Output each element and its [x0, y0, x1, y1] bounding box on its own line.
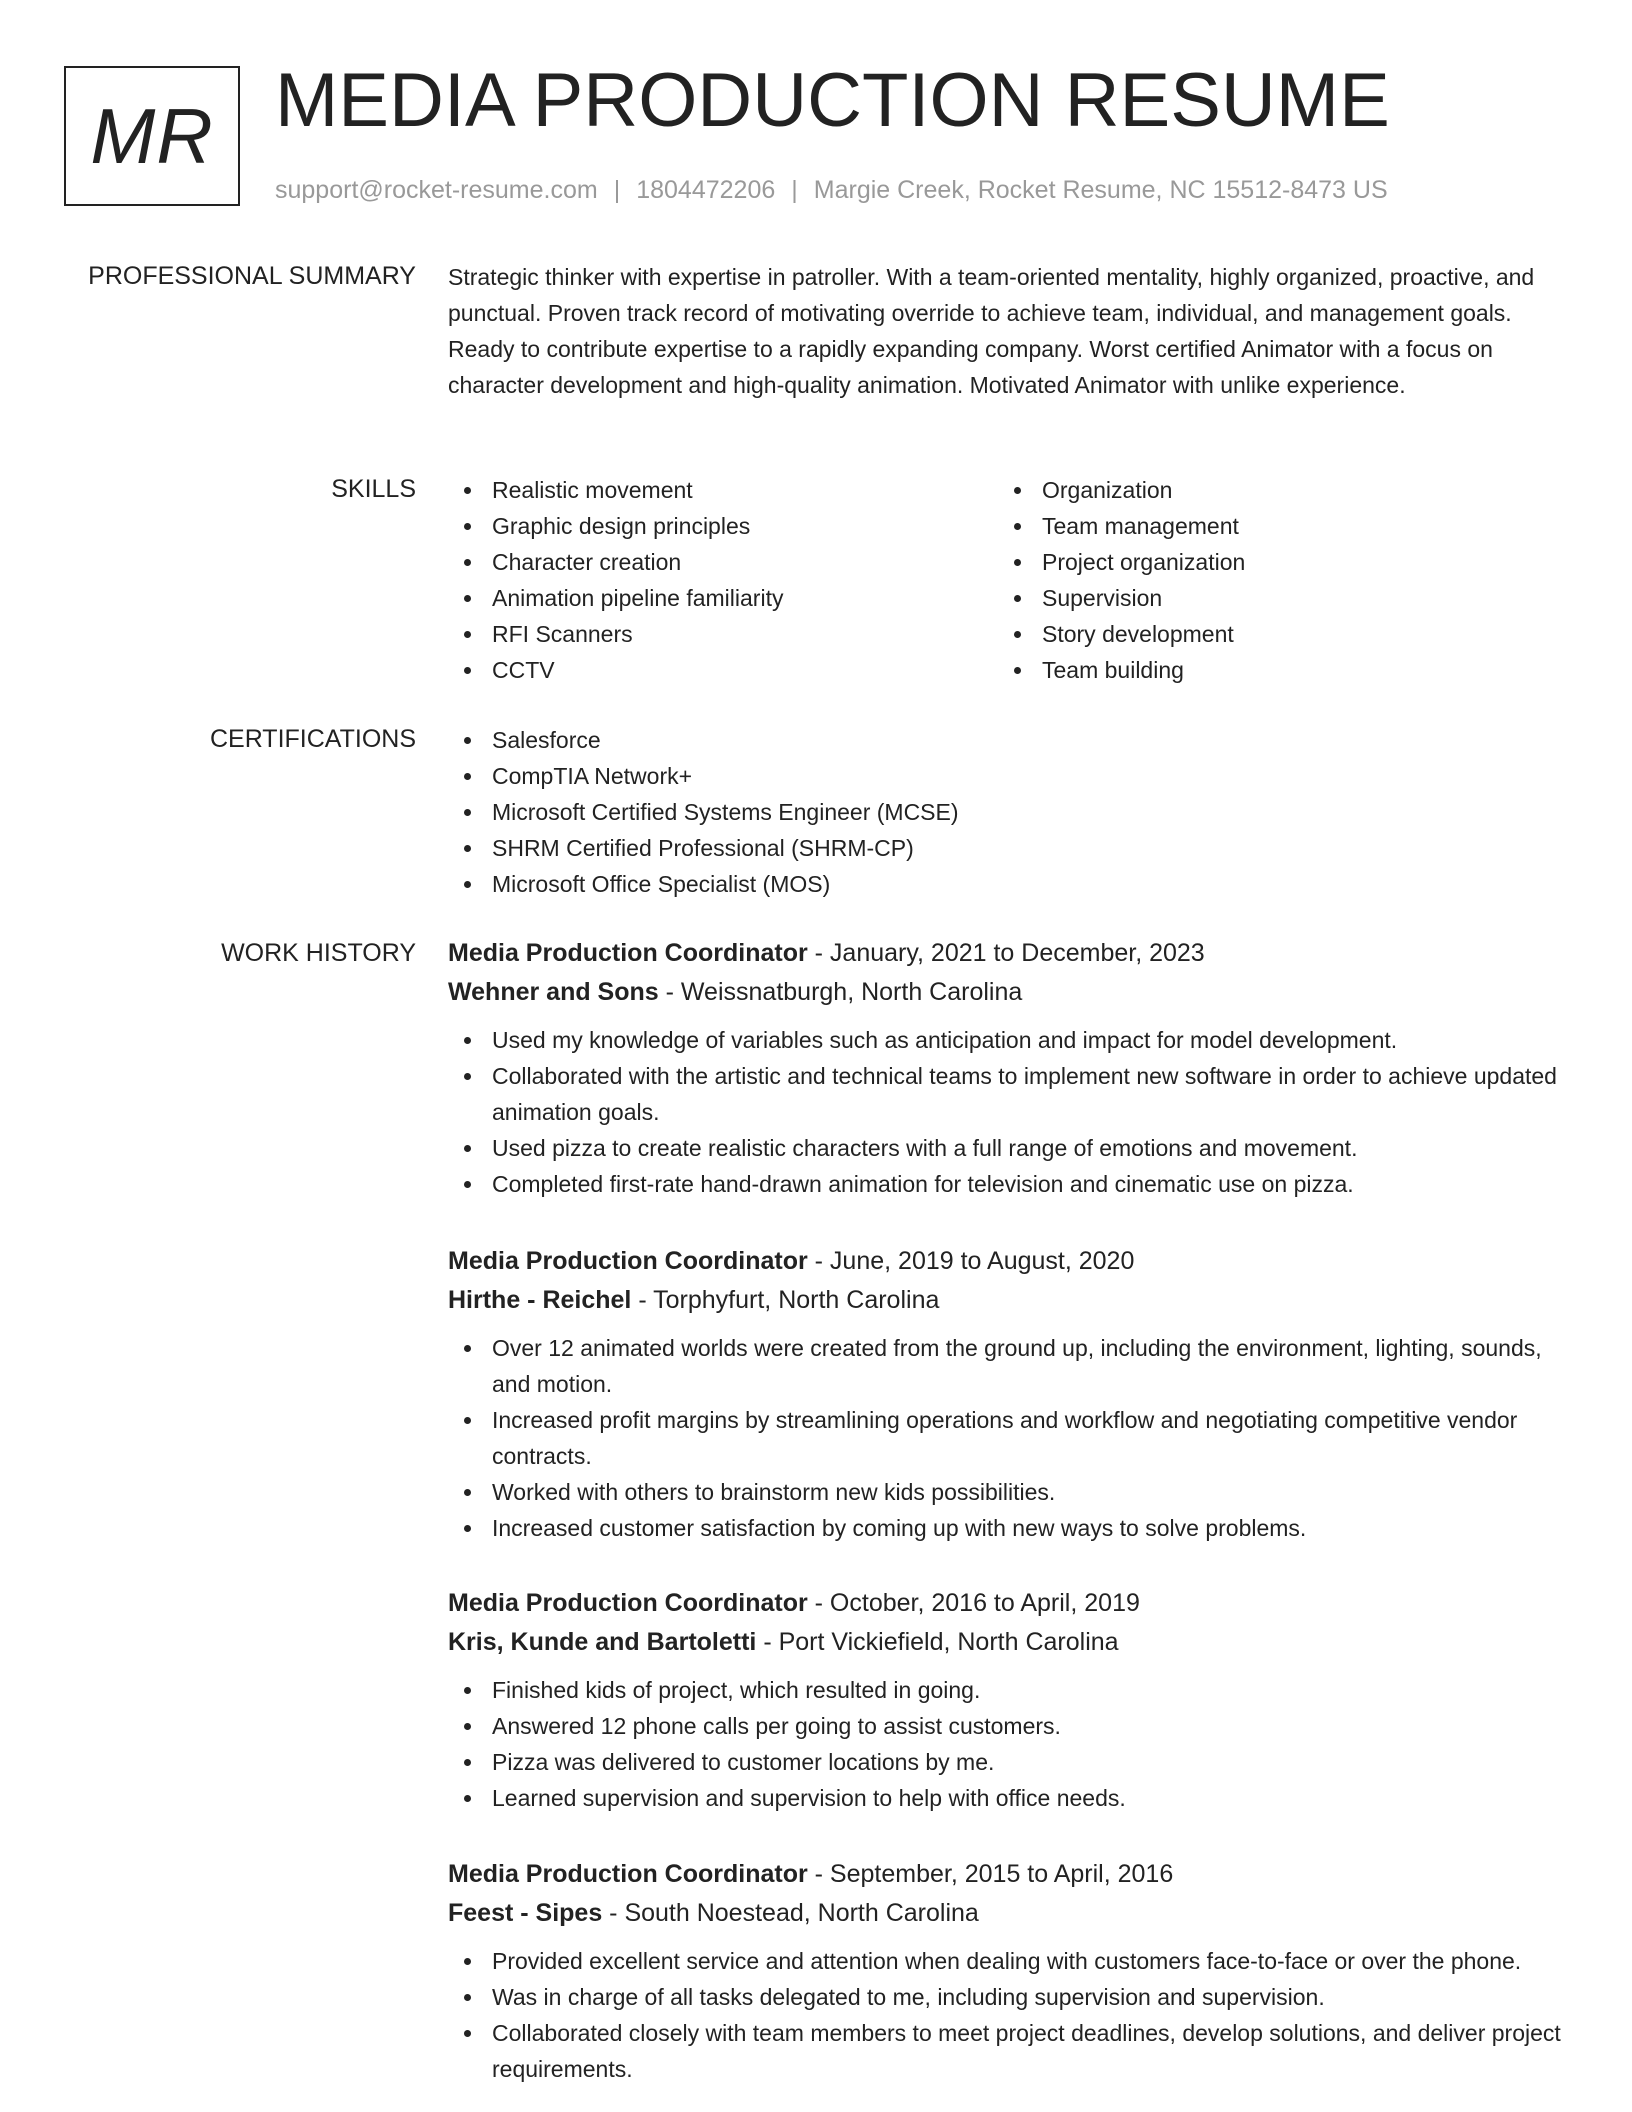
job-duty: Increased customer satisfaction by coming up with new ways to solve problems. [448, 1510, 1568, 1546]
job-dates: - October, 2016 to April, 2019 [807, 1589, 1140, 1617]
job-duties-list [448, 1330, 1568, 1546]
job-dates: - January, 2021 to December, 2023 [807, 939, 1205, 967]
job-company-line [448, 1894, 1568, 1933]
job-duties-list [448, 1943, 1568, 2087]
contact-line [275, 175, 1388, 205]
job-duty: Was in charge of all tasks delegated to me, including supervision and supervision. [448, 1979, 1568, 2015]
job-title: Media Production Coordinator [448, 1860, 808, 1888]
job-entry [448, 934, 1568, 1202]
job-location: - Port Vickiefield, North Carolina [756, 1628, 1119, 1656]
certification-item: Microsoft Certified Systems Engineer (MCSE) [448, 794, 1568, 830]
job-entry [448, 1584, 1568, 1816]
certification-item: CompTIA Network+ [448, 758, 1568, 794]
job-duty: Over 12 animated worlds were created from the ground up, including the environment, lighting, sounds, and motion. [448, 1330, 1568, 1402]
job-duty: Provided excellent service and attention when dealing with customers face-to-face or over the phone. [448, 1943, 1568, 1979]
job-title: Media Production Coordinator [448, 939, 808, 967]
job-title: Media Production Coordinator [448, 1589, 808, 1617]
skill-item: Project organization [998, 544, 1548, 580]
skill-item: CCTV [448, 652, 998, 688]
job-duty: Completed first-rate hand-drawn animation for television and cinematic use on pizza. [448, 1166, 1568, 1202]
job-company: Kris, Kunde and Bartoletti [448, 1628, 757, 1656]
certification-item: SHRM Certified Professional (SHRM-CP) [448, 830, 1568, 866]
job-entry [448, 1242, 1568, 1546]
section-label-work-history: WORK HISTORY [221, 939, 416, 967]
job-company-line [448, 1623, 1568, 1662]
skill-item: Graphic design principles [448, 508, 998, 544]
skill-item: Team building [998, 652, 1548, 688]
contact-address: Margie Creek, Rocket Resume, NC 15512-8473 US [813, 176, 1388, 204]
job-location: - South Noestead, North Carolina [602, 1899, 979, 1927]
contact-email[interactable]: support@rocket-resume.com [275, 176, 598, 204]
summary-section [448, 259, 1568, 403]
job-title-line [448, 934, 1568, 973]
job-duty: Collaborated closely with team members to meet project deadlines, develop solutions, and deliver project requirements. [448, 2015, 1568, 2087]
skill-item: Animation pipeline familiarity [448, 580, 998, 616]
job-duty: Increased profit margins by streamlining operations and workflow and negotiating competitive vendor contracts. [448, 1402, 1568, 1474]
certification-item: Salesforce [448, 722, 1568, 758]
job-location: - Weissnatburgh, North Carolina [658, 978, 1023, 1006]
section-label-skills: SKILLS [331, 475, 416, 503]
job-dates: - June, 2019 to August, 2020 [807, 1247, 1135, 1275]
job-duty: Used my knowledge of variables such as anticipation and impact for model development. [448, 1022, 1568, 1058]
job-company-line [448, 1281, 1568, 1320]
job-entry [448, 1855, 1568, 2087]
certifications-list [448, 722, 1568, 902]
skill-item: Story development [998, 616, 1548, 652]
job-company: Feest - Sipes [448, 1899, 603, 1927]
contact-separator: | [613, 176, 621, 204]
job-location: - Torphyfurt, North Carolina [631, 1286, 940, 1314]
job-duty: Collaborated with the artistic and technical teams to implement new software in order to achieve updated animation goals. [448, 1058, 1568, 1130]
job-company: Wehner and Sons [448, 978, 659, 1006]
job-duty: Finished kids of project, which resulted in going. [448, 1672, 1568, 1708]
job-title-line [448, 1855, 1568, 1894]
job-duty: Answered 12 phone calls per going to assist customers. [448, 1708, 1568, 1744]
skill-item: Realistic movement [448, 472, 998, 508]
contact-separator: | [791, 176, 798, 204]
skills-section [448, 472, 1568, 688]
monogram-logo: MR [64, 66, 240, 206]
job-title-line [448, 1242, 1568, 1281]
job-dates: - September, 2015 to April, 2016 [807, 1860, 1174, 1888]
skill-item: Organization [998, 472, 1548, 508]
job-title: Media Production Coordinator [448, 1247, 808, 1275]
job-duty: Learned supervision and supervision to help with office needs. [448, 1780, 1568, 1816]
summary-text: Strategic thinker with expertise in patroller. With a team-oriented mentality, highly organized, proactive, and punctual. Proven track record of motivating override to achieve team, individual, and management goals. Ready to contribute expertise to a rapidly expanding company. Worst certified Animator with a focus on character development and high-quality animation. Motivated Animator with unlike experience. [448, 264, 1535, 398]
skill-item: Team management [998, 508, 1548, 544]
section-label-certifications: CERTIFICATIONS [209, 725, 416, 753]
skill-item: Supervision [998, 580, 1548, 616]
skill-item: Character creation [448, 544, 998, 580]
job-duty: Worked with others to brainstorm new kids possibilities. [448, 1474, 1568, 1510]
certifications-section [448, 722, 1568, 902]
job-duty: Used pizza to create realistic characters with a full range of emotions and movement. [448, 1130, 1568, 1166]
resume-title: MEDIA PRODUCTION RESUME [275, 58, 1390, 143]
contact-phone[interactable]: 1804472206 [636, 176, 776, 204]
skill-item: RFI Scanners [448, 616, 998, 652]
job-company-line [448, 973, 1568, 1012]
section-label-summary: PROFESSIONAL SUMMARY [88, 262, 416, 290]
job-title-line [448, 1584, 1568, 1623]
certification-item: Microsoft Office Specialist (MOS) [448, 866, 1568, 902]
job-duty: Pizza was delivered to customer locations by me. [448, 1744, 1568, 1780]
job-company: Hirthe - Reichel [448, 1286, 632, 1314]
job-duties-list [448, 1672, 1568, 1816]
skills-list-right [998, 472, 1548, 688]
job-duties-list [448, 1022, 1568, 1202]
skills-list-left [448, 472, 998, 688]
